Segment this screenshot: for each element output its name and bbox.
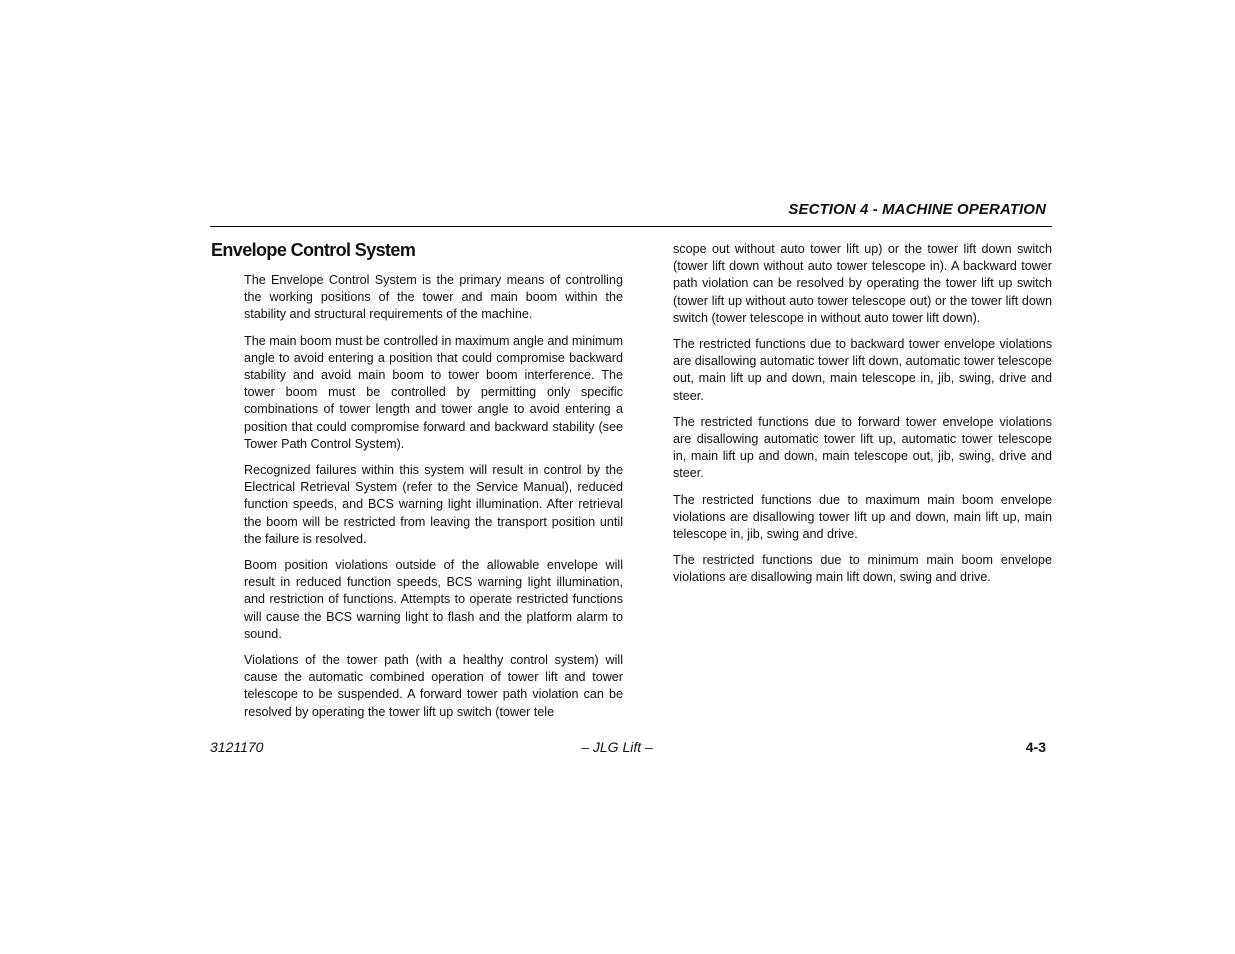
paragraph: The main boom must be controlled in maximum angle and minimum angle to avoid entering a position that could compromise backward stability and avoid main boom to tower boom interference. The tower boom must be controlled by permitting only specific combinations of tower length and tower angle to avoid entering a position that could compromise forward and backward stability (see Tower Path Control System).	[244, 333, 623, 451]
paragraph: Boom position violations outside of the allowable envelope will result in reduced function speeds, BCS warning light illumination, and restriction of functions. Attempts to operate restricted functions will cause the BCS warning light to flash and the platform alarm to sound.	[244, 558, 623, 641]
right-column	[673, 241, 1052, 596]
header-rule	[210, 226, 1052, 227]
paragraph: The restricted functions due to forward tower envelope violations are disallowing automatic tower lift up, automatic tower telescope in, main lift up and down, main telescope out, jib, swing, drive and steer.	[673, 414, 1052, 481]
paragraph: Violations of the tower path (with a healthy control system) will cause the automatic combined operation of tower lift and tower telescope to be suspended. A forward tower path violation can be resolved by operating the tower lift up switch (tower tele	[244, 653, 623, 719]
paragraph: The restricted functions due to backward tower envelope violations are disallowing automatic tower lift down, automatic tower telescope out, main lift up and down, main telescope in, jib, swing, drive and steer.	[673, 337, 1052, 403]
paragraph: scope out without auto tower lift up) or the tower lift down switch (tower lift down without auto tower telescope in). A backward tower path violation can be resolved by operating the tower lift up switch (tower lift up without auto tower telescope out) or the tower lift down switch (tower telescope in without auto tower lift down).	[673, 242, 1052, 325]
left-column	[244, 272, 623, 730]
paragraph: The restricted functions due to maximum main boom envelope violations are disallowing tower lift up and down, main lift up, main telescope in, jib, swing and drive.	[673, 492, 1052, 542]
paragraph: The Envelope Control System is the primary means of controlling the working positions of the tower and main boom within the stability and structural requirements of the machine.	[244, 273, 623, 322]
document-number: 3121170	[210, 739, 264, 755]
paragraph: The restricted functions due to minimum main boom envelope violations are disallowing main lift down, swing and drive.	[673, 553, 1052, 585]
section-header: SECTION 4 - MACHINE OPERATION	[788, 201, 1046, 218]
paragraph: Recognized failures within this system will result in control by the Electrical Retrieval System (refer to the Service Manual), reduced function speeds, and BCS warning light illumination. After retrieval the boom will be restricted from leaving the transport position until the failure is resolved.	[244, 463, 623, 546]
publisher-name: – JLG Lift –	[581, 739, 653, 755]
page-number: 4-3	[1025, 739, 1046, 755]
page-title: Envelope Control System	[211, 240, 416, 260]
